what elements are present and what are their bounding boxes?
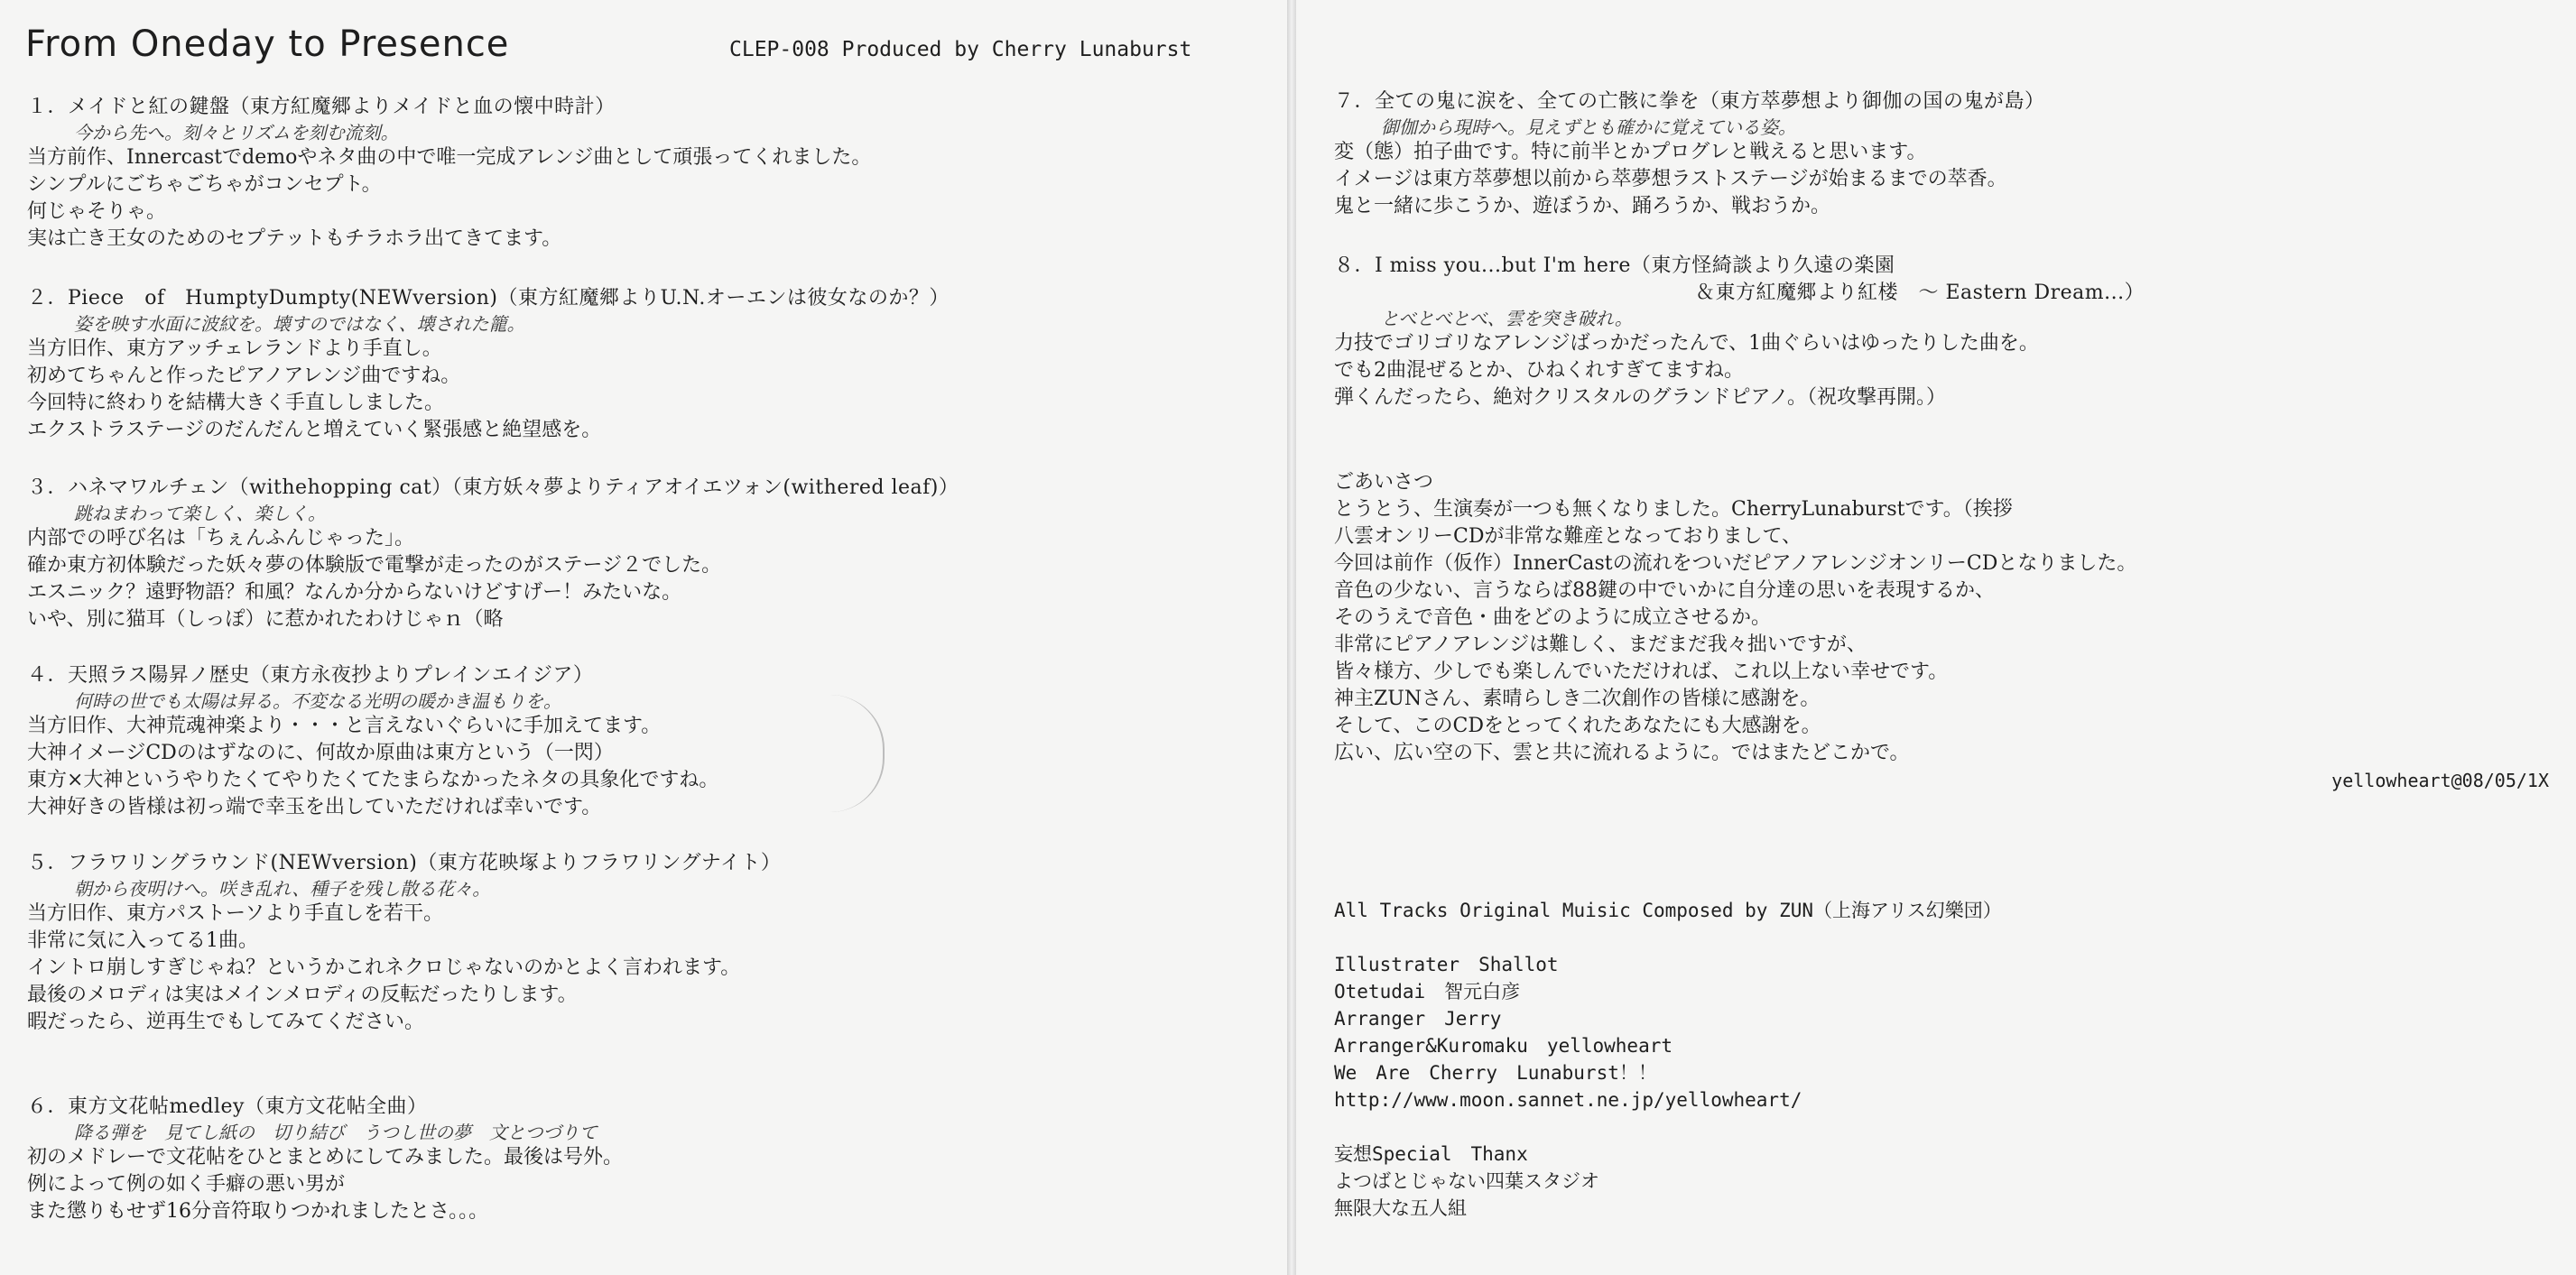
track-note [27,94,1273,253]
greeting-line: 広い、広い空の下、雲と共に流れるように。ではまたどこかで。 [1334,742,1910,764]
track-comment-line: 大神イメージCDのはずなのに、何故か原曲は東方という（一閃） [27,742,614,764]
right-page [1296,0,2576,1275]
track-note [27,662,1273,821]
track-comment-line: エスニック？遠野物語？和風？なんか分からないけどすげー！みたいな。 [27,581,682,604]
track-comment-line: 実は亡き王女のためのセプテットもチラホラ出てきてます。 [27,227,562,250]
thanks-entry: よつばとじゃない四葉スタジオ [1334,1170,1599,1192]
track-comment-line: 非常に気に入ってる1曲。 [27,929,258,952]
greeting-line: 非常にピアノアレンジは難しく、まだまだ我々拙いですが、 [1334,633,1867,656]
track-note [27,285,1273,444]
track-comment-line: 暇だったら、逆再生でもしてみてください。 [27,1011,425,1033]
greeting-line: 皆々様方、少しでも楽しんでいただければ、これ以上ない幸せです。 [1334,661,1949,683]
staff-credit: Arranger&Kuromaku yellowheart [1334,1035,1673,1057]
track-subtitle: 御伽から現時へ。見えずとも確かに覚えている姿。 [1381,116,1796,138]
track-title: ２．Piece of HumptyDumpty(NEWversion)（東方紅魔郷よりU.N.オーエンは彼女なのか？） [27,287,950,310]
track-subtitle: 姿を映す水面に波紋を。壊すのではなく、壊された籠。 [74,313,525,335]
thanks-entry: 無限大な五人組 [1334,1197,1467,1219]
track-subtitle: 何時の世でも太陽は昇る。不変なる光明の暖かき温もりを。 [74,690,561,712]
track-comment-line: 変（態）拍子曲です。特に前半とかプログレと戦えると思います。 [1334,141,1927,163]
greeting-line: そのうえで音色・曲をどのように成立させるか。 [1334,606,1772,629]
credits-section [1334,897,2562,1222]
track-note [27,1094,1273,1225]
track-title: １．メイドと紅の鍵盤（東方紅魔郷よりメイドと血の懐中時計） [27,96,616,118]
track-comment-line: また懲りもせず16分音符取りつかれましたとさ。。。 [27,1200,489,1223]
track-comment-line: 最後のメロディは実はメインメロディの反転だったりします。 [27,984,578,1006]
track-comment-line: 例によって例の如く手癖の悪い男が [27,1173,346,1196]
track-subtitle: 今から先へ。刻々とリズムを刻む流刻。 [74,122,399,143]
track-comment-line: いや、別に猫耳（しっぽ）に惹かれたわけじゃｎ（略 [27,608,504,631]
left-page [0,0,1287,1275]
track-comment-line: イントロ崩しすぎじゃね？というかこれネクロじゃないのかとよく言われます。 [27,956,741,979]
track-note [1334,88,2562,220]
greeting-section [1334,469,2562,767]
track-comment-line: 力技でゴリゴリなアレンジばっかだったんで、1曲ぐらいはゆったりした曲を。 [1334,332,2039,355]
track-comment-line: イメージは東方萃夢想以前から萃夢想ラストステージが始まるまでの萃香。 [1334,168,2007,190]
greeting-line: 音色の少ない、言うならば88鍵の中でいかに自分達の思いを表現するか、 [1334,579,1995,602]
website-url: http://www.moon.sannet.ne.jp/yellowheart/ [1334,1089,1802,1111]
track-comment-line: 初のメドレーで文花帖をひとまとめにしてみました。最後は号外。 [27,1146,624,1169]
track-comment-line: 当方旧作、大神荒魂神楽より・・・と言えないぐらいに手加えてます。 [27,715,662,737]
track-comment-line: 鬼と一緒に歩こうか、遊ぼうか、踊ろうか、戦おうか。 [1334,195,1831,217]
staff-credit: Arranger Jerry [1334,1008,1502,1030]
track-comment-line: 今回特に終わりを結構大きく手直ししました。 [27,392,445,414]
track-comment-line: 初めてちゃんと作ったピアノアレンジ曲ですね。 [27,365,461,387]
composer-credit: All Tracks Original Muisic Composed by ZUN（上海アリス幻樂団） [1334,900,2002,921]
track-comment-line: 当方前作、Innercastでdemoやネタ曲の中で唯一完成アレンジ曲として頑張ってくれました。 [27,146,872,169]
track-comment-line: 当方旧作、東方パストーソより手直しを若干。 [27,902,444,925]
greeting-line: そして、このCDをとってくれたあなたにも大感謝を。 [1334,715,1821,737]
booklet-fold [1287,0,1296,1275]
track-note [27,850,1273,1036]
track-title: ５．フラワリングラウンド(NEWversion)（東方花映塚よりフラワリングナイト） [27,852,782,874]
greeting-line: とうとう、生演奏が一つも無くなりました。CherryLunaburstです。（挨拶 [1334,498,2013,521]
track-comment-line: 何じゃそりゃ。 [27,200,167,223]
track-comment-line: でも2曲混ぜるとか、ひねくれすぎてますね。 [1334,359,1744,382]
track-note [27,475,1273,633]
track-title: ４．天照ラス陽昇ノ歴史（東方永夜抄よりプレインエイジア） [27,664,594,687]
track-title: ３．ハネマワルチェン（withehopping cat）（東方妖々夢よりティアオイエツォン(withered leaf)） [27,476,959,499]
greeting-heading: ごあいさつ [1334,471,1434,494]
track-comment-line: エクストラステージのだんだんと増えていく緊張感と絶望感を。 [27,419,602,441]
track-title-continued: ＆東方紅魔郷より紅楼 ～ Eastern Dream...） [1695,282,2145,304]
staff-credit: Illustrater Shallot [1334,954,1559,975]
track-comment-line: 大神好きの皆様は初っ端で幸玉を出していただければ幸いです。 [27,796,602,818]
circle-name: We Are Cherry Lunaburst！！ [1334,1062,1657,1084]
thanks-heading: 妄想Special Thanx [1334,1143,1528,1165]
greeting-line: 八雲オンリーCDが非常な難産となっておりまして、 [1334,525,1802,548]
track-subtitle: 降る弾を 見てし紙の 切り結び うつし世の夢 文とつづりて [74,1122,598,1143]
track-title: ８．I miss you...but I'm here（東方怪綺談より久遠の楽園 [1334,254,1895,277]
track-note [1334,253,2562,411]
track-subtitle: 朝から夜明けへ。咲き乱れ、種子を残し散る花々。 [74,878,491,900]
track-subtitle: とべとべとべ、雲を突き破れ。 [1381,308,1633,329]
track-comment-line: 弾くんだったら、絶対クリスタルのグランドピアノ。（祝攻撃再開。） [1334,386,1947,409]
track-comment-line: 内部での呼び名は「ちぇんふんじゃった」。 [27,527,415,550]
catalog-credit: CLEP-008 Produced by Cherry Lunaburst [729,38,1192,61]
track-comment-line: 確か東方初体験だった妖々夢の体験版で電撃が走ったのがステージ２でした。 [27,554,722,577]
album-title: From Oneday to Presence [25,23,510,65]
greeting-line: 今回は前作（仮作）InnerCastの流れをついだピアノアレンジオンリーCDとなりました。 [1334,552,2137,575]
track-comment-line: 東方×大神というやりたくてやりたくてたまらなかったネタの具象化ですね。 [27,769,719,791]
track-comment-line: シンプルにごちゃごちゃがコンセプト。 [27,173,382,196]
track-title: ６．東方文花帖medley（東方文花帖全曲） [27,1095,428,1118]
signature: yellowheart@08/05/1X [2331,770,2549,791]
staff-credit: Otetudai 智元白彦 [1334,981,1521,1002]
track-comment-line: 当方旧作、東方アッチェレランドより手直し。 [27,337,442,360]
track-subtitle: 跳ねまわって楽しく、楽しく。 [74,503,326,524]
track-title: ７．全ての鬼に涙を、全ての亡骸に拳を（東方萃夢想より御伽の国の鬼が島） [1334,90,2045,113]
greeting-line: 神主ZUNさん、素晴らしき二次創作の皆様に感謝を。 [1334,688,1821,710]
